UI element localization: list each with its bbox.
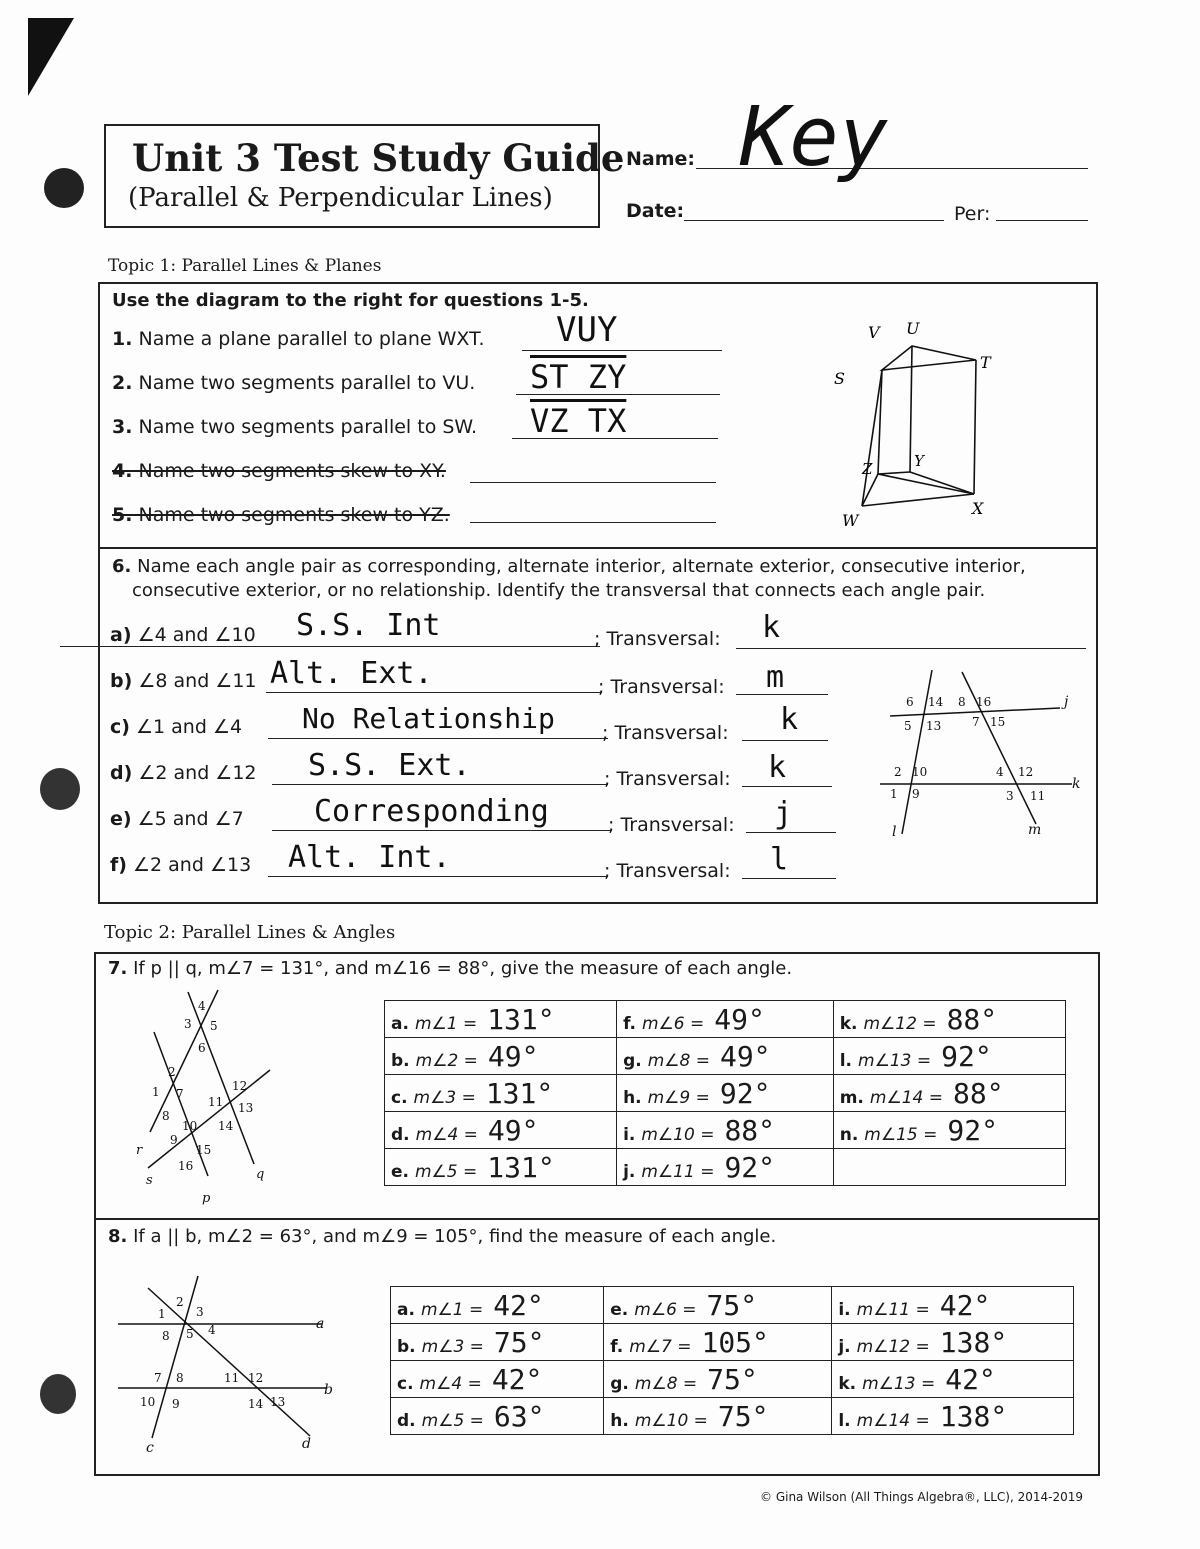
q6c-transversal-line[interactable] <box>742 740 828 741</box>
q8-diag-10: 10 <box>140 1395 156 1409</box>
q6f-transversal-line[interactable] <box>742 878 836 879</box>
answer-cell-label: e. <box>610 1299 629 1320</box>
binder-hole-top <box>44 168 84 208</box>
answer-cell-label: g. <box>610 1373 629 1394</box>
answer-row <box>385 1001 1066 1038</box>
q7-diag-16: 16 <box>178 1159 194 1173</box>
prism-label-u: U <box>906 319 920 338</box>
answer-cell-value: 92° <box>941 1039 992 1073</box>
q8-diag-4: 4 <box>208 1323 216 1337</box>
answer-cell[interactable] <box>833 1112 1065 1149</box>
q7-diag-line-p: p <box>202 1191 211 1206</box>
answer-cell-expression: m∠7 = <box>629 1336 692 1357</box>
q7-diag-15: 15 <box>196 1143 212 1157</box>
q8-diag-13: 13 <box>270 1395 286 1409</box>
answer-cell-value: 131° <box>487 1150 555 1184</box>
answer-cell-expression: m∠4 = <box>419 1373 482 1394</box>
q6d-answer: S.S. Ext. <box>308 748 471 783</box>
date-field[interactable] <box>684 220 944 221</box>
q6b-transversal-label: ; Transversal: <box>598 676 725 698</box>
answer-row <box>391 1398 1074 1435</box>
prism-label-v: V <box>868 323 880 342</box>
answer-cell[interactable] <box>833 1038 1065 1075</box>
q7-diag-12: 12 <box>232 1079 248 1093</box>
q6d-transversal-label: ; Transversal: <box>604 768 731 790</box>
answer-cell-value: 42° <box>945 1362 996 1396</box>
q7-answer-table <box>384 1000 1066 1186</box>
q8-diag-1: 1 <box>158 1307 166 1321</box>
q6-diag-line-l: l <box>892 824 897 840</box>
q6-diag-3: 3 <box>1006 789 1014 803</box>
answer-3: VZ TX <box>530 402 627 440</box>
answer-cell-expression: m∠10 = <box>634 1410 708 1431</box>
q6e-transversal: j <box>774 796 793 831</box>
date-label: Date: <box>626 200 685 222</box>
answer-cell-expression: m∠1 = <box>414 1013 478 1034</box>
answer-row <box>391 1361 1074 1398</box>
q6e-transversal-line[interactable] <box>746 832 836 833</box>
q6e-pair: e) ∠5 and ∠7 <box>110 808 244 830</box>
answer-cell[interactable] <box>385 1038 617 1075</box>
q8-diag-9: 9 <box>172 1397 180 1411</box>
q8-diag-line-c: c <box>146 1440 154 1456</box>
answer-cell[interactable] <box>832 1398 1074 1435</box>
answer-cell-value: 105° <box>701 1325 769 1359</box>
answer-cell-label: f. <box>610 1336 624 1357</box>
q7-diag-14: 14 <box>218 1119 234 1133</box>
answer-cell-expression: m∠14 = <box>869 1087 943 1108</box>
answer-cell[interactable] <box>385 1001 617 1038</box>
answer-cell[interactable] <box>833 1001 1065 1038</box>
question-1: 1. Name a plane parallel to plane WXT. <box>112 328 485 350</box>
q6f-transversal: l <box>770 842 789 877</box>
q6b-pair: b) ∠8 and ∠11 <box>110 670 257 692</box>
q6e-transversal-label: ; Transversal: <box>608 814 735 836</box>
answer-cell-value: 92° <box>947 1113 998 1147</box>
q6c-transversal-label: ; Transversal: <box>602 722 729 744</box>
q6c-answer: No Relationship <box>302 702 555 735</box>
answer-cell-label: l. <box>839 1050 853 1071</box>
answer-cell[interactable] <box>604 1361 832 1398</box>
q6e-answer: Corresponding <box>314 794 549 829</box>
q6-diag-12: 12 <box>1018 765 1034 779</box>
per-label: Per: <box>954 203 991 225</box>
answer-cell[interactable] <box>385 1112 617 1149</box>
answer-cell[interactable] <box>617 1149 834 1186</box>
prism-diagram <box>828 310 1028 530</box>
prism-label-x: X <box>972 499 984 518</box>
q6-diag-9: 9 <box>912 787 920 801</box>
answer-cell-value: 75° <box>717 1399 769 1433</box>
answer-cell-value: 75° <box>493 1325 545 1359</box>
answer-cell[interactable] <box>832 1324 1074 1361</box>
q6-diag-line-m: m <box>1028 822 1042 838</box>
answer-cell-value: 49° <box>714 1002 765 1036</box>
q7-diag-6: 6 <box>198 1041 206 1055</box>
q8-diag-7: 7 <box>154 1371 162 1385</box>
answer-cell-label: h. <box>623 1087 642 1108</box>
answer-cell-value: 138° <box>939 1399 1008 1433</box>
q8-diag-8: 8 <box>176 1371 184 1385</box>
q6a-answer: S.S. Int <box>296 608 441 643</box>
answer-cell-expression: m∠15 = <box>864 1124 938 1145</box>
answer-cell[interactable] <box>391 1361 604 1398</box>
answer-cell[interactable] <box>832 1287 1074 1324</box>
q7-diag-13: 13 <box>238 1101 254 1115</box>
answer-cell-label: h. <box>610 1410 629 1431</box>
name-label: Name: <box>626 148 696 170</box>
answer-cell-expression: m∠1 = <box>420 1299 484 1320</box>
q6-line1: 6. Name each angle pair as corresponding, alternate interior, alternate exterior, consecutive interior, <box>112 556 1026 577</box>
question-2: 2. Name two segments parallel to VU. <box>112 372 476 394</box>
q6a-transversal: k <box>762 610 781 645</box>
answer-cell-expression: m∠2 = <box>415 1050 478 1071</box>
answer-cell-label: j. <box>838 1336 851 1357</box>
answer-cell-label: a. <box>391 1013 409 1034</box>
q6-transversal-diagram <box>876 664 1086 844</box>
answer-cell-label: b. <box>391 1050 410 1071</box>
answer-cell[interactable] <box>385 1149 617 1186</box>
name-value: Key <box>740 90 889 185</box>
q6-diag-line-k: k <box>1072 776 1081 792</box>
prism-label-s: S <box>834 369 845 388</box>
q7-diag-3: 3 <box>184 1017 192 1031</box>
answer-row <box>385 1038 1066 1075</box>
answer-cell-value: 42° <box>491 1362 543 1396</box>
q6-diag-5: 5 <box>904 719 912 733</box>
q8-diag-line-a: a <box>316 1316 325 1332</box>
answer-cell[interactable] <box>617 1112 834 1149</box>
q6f-pair: f) ∠2 and ∠13 <box>110 854 252 876</box>
answer-cell-expression: m∠9 = <box>647 1087 710 1108</box>
q7-diag-8: 8 <box>162 1109 170 1123</box>
q6d-answer-line[interactable] <box>272 784 608 785</box>
topic2-divider <box>94 1218 1098 1220</box>
answer-cell-value: 131° <box>485 1076 554 1110</box>
answer-cell[interactable] <box>833 1149 1065 1186</box>
answer-cell-expression: m∠11 = <box>641 1161 715 1182</box>
q8-diagram <box>112 1270 342 1460</box>
answer-cell-value: 88° <box>946 1002 998 1036</box>
q6a-transversal-line[interactable] <box>736 648 1086 649</box>
q7-prompt: 7. If p || q, m∠7 = 131°, and m∠16 = 88°, give the measure of each angle. <box>108 958 793 979</box>
q6-diag-8: 8 <box>958 695 966 709</box>
answer-cell-expression: m∠11 = <box>856 1299 930 1320</box>
q6-diag-6: 6 <box>906 695 914 709</box>
answer-cell-expression: m∠3 = <box>421 1336 484 1357</box>
q7-diagram <box>128 988 288 1208</box>
q6-diag-16: 16 <box>976 695 992 709</box>
q6b-answer-line[interactable] <box>266 692 602 693</box>
answer-cell-expression: m∠13 = <box>858 1050 932 1071</box>
q6-diag-1: 1 <box>890 787 898 801</box>
answer-cell-label: k. <box>839 1013 858 1034</box>
answer-cell[interactable] <box>833 1075 1065 1112</box>
q8-diag-line-d: d <box>302 1436 311 1452</box>
answer-cell-value: 42° <box>493 1288 544 1322</box>
q8-diag-14: 14 <box>248 1397 264 1411</box>
answer-cell-value: 49° <box>487 1113 539 1147</box>
answer-cell[interactable] <box>617 1038 834 1075</box>
answer-cell-value: 42° <box>939 1288 991 1322</box>
q6a-answer-line[interactable] <box>60 646 600 647</box>
answer-cell[interactable] <box>832 1361 1074 1398</box>
q8-diag-3: 3 <box>196 1305 204 1319</box>
answer-cell-value: 92° <box>719 1076 771 1110</box>
answer-row <box>385 1112 1066 1149</box>
answer-line-4[interactable] <box>470 482 716 483</box>
binder-hole-bottom <box>40 1374 76 1414</box>
page-title: Unit 3 Test Study Guide <box>132 136 625 180</box>
answer-cell-value: 131° <box>487 1002 555 1036</box>
answer-cell-expression: m∠3 = <box>413 1087 476 1108</box>
binder-hole-middle <box>40 768 80 810</box>
answer-cell-value: 88° <box>724 1113 776 1147</box>
q8-answer-table <box>390 1286 1074 1435</box>
prism-label-y: Y <box>914 452 924 470</box>
answer-cell[interactable] <box>385 1075 617 1112</box>
q6c-answer-line[interactable] <box>268 738 608 739</box>
answer-cell-label: f. <box>623 1013 636 1034</box>
answer-cell-expression: m∠13 = <box>862 1373 936 1394</box>
q7-diag-line-r: r <box>136 1143 143 1158</box>
q6-diag-line-j: j <box>1064 694 1069 710</box>
answer-cell[interactable] <box>604 1287 832 1324</box>
answer-cell-label: e. <box>391 1161 409 1182</box>
q8-diag-8a: 8 <box>162 1329 170 1343</box>
answer-cell-value: 75° <box>707 1362 758 1396</box>
answer-row <box>385 1149 1066 1186</box>
q6a-transversal-label: ; Transversal: <box>594 628 721 650</box>
answer-cell[interactable] <box>617 1001 834 1038</box>
q7-diag-4: 4 <box>198 999 206 1013</box>
q7-diag-7: 7 <box>176 1087 184 1101</box>
answer-cell-expression: m∠5 = <box>421 1410 484 1431</box>
answer-cell-expression: m∠5 = <box>415 1161 478 1182</box>
answer-cell-value: 92° <box>724 1150 776 1184</box>
q7-diag-line-s: s <box>146 1173 153 1188</box>
answer-cell-expression: m∠4 = <box>415 1124 478 1145</box>
answer-cell-value: 49° <box>719 1039 771 1073</box>
question-4: 4. Name two segments skew to XY. <box>112 460 446 482</box>
prism-label-z: Z <box>862 460 873 478</box>
q6d-pair: d) ∠2 and ∠12 <box>110 762 257 784</box>
answer-cell-value: 138° <box>939 1325 1008 1359</box>
q8-diag-5: 5 <box>186 1327 194 1341</box>
answer-1: VUY <box>556 310 618 350</box>
answer-row <box>391 1324 1074 1361</box>
answer-cell-expression: m∠10 = <box>641 1124 715 1145</box>
question-3: 3. Name two segments parallel to SW. <box>112 416 478 438</box>
prism-label-t: T <box>980 353 991 372</box>
q6-diag-2: 2 <box>894 765 902 779</box>
answer-cell[interactable] <box>604 1398 832 1435</box>
q7-diag-5: 5 <box>210 1019 218 1033</box>
answer-line-1[interactable] <box>522 350 722 351</box>
q7-diag-11: 11 <box>208 1095 224 1109</box>
answer-cell-value: 75° <box>706 1288 758 1322</box>
answer-cell-value: 63° <box>493 1399 545 1433</box>
q6d-transversal-line[interactable] <box>742 786 832 787</box>
q6-diag-7: 7 <box>972 715 980 729</box>
answer-cell-label: m. <box>839 1087 864 1108</box>
answer-cell-label: k. <box>838 1373 857 1394</box>
answer-cell-label: c. <box>397 1373 414 1394</box>
topic1-instruction: Use the diagram to the right for questions 1-5. <box>112 290 589 311</box>
q6d-transversal: k <box>768 750 787 785</box>
answer-cell-expression: m∠12 = <box>863 1013 937 1034</box>
answer-cell-expression: m∠14 = <box>856 1410 930 1431</box>
q8-diag-11: 11 <box>224 1371 240 1385</box>
answer-cell-expression: m∠6 = <box>634 1299 697 1320</box>
topic1-heading: Topic 1: Parallel Lines & Planes <box>108 256 382 276</box>
q7-diag-9: 9 <box>170 1133 178 1147</box>
q6-diag-11: 11 <box>1030 789 1046 803</box>
answer-cell-label: g. <box>623 1050 642 1071</box>
period-field[interactable] <box>996 220 1088 221</box>
answer-cell-label: i. <box>623 1124 636 1145</box>
q8-diag-2: 2 <box>176 1295 184 1309</box>
q6e-answer-line[interactable] <box>272 830 612 831</box>
q7-diag-2: 2 <box>168 1065 176 1079</box>
answer-cell-label: c. <box>391 1087 408 1108</box>
q6f-answer: Alt. Int. <box>288 840 451 875</box>
answer-cell[interactable] <box>604 1324 832 1361</box>
topic2-heading: Topic 2: Parallel Lines & Angles <box>104 922 396 943</box>
q8-prompt: 8. If a || b, m∠2 = 63°, and m∠9 = 105°, find the measure of each angle. <box>108 1226 777 1247</box>
answer-line-5[interactable] <box>470 522 716 523</box>
q6-line2: consecutive exterior, or no relationship. Identify the transversal that connects each angle pair. <box>132 580 986 601</box>
q6-diag-15: 15 <box>990 715 1006 729</box>
q6c-transversal: k <box>780 702 799 737</box>
q6-diag-4: 4 <box>996 765 1004 779</box>
q7-diag-1: 1 <box>152 1085 160 1099</box>
copyright: © Gina Wilson (All Things Algebra®, LLC), 2014-2019 <box>760 1490 1083 1504</box>
q6b-answer: Alt. Ext. <box>270 656 433 691</box>
q6a-pair: a) ∠4 and ∠10 <box>110 624 256 646</box>
answer-cell[interactable] <box>391 1398 604 1435</box>
answer-cell-label: b. <box>397 1336 416 1357</box>
answer-cell-label: j. <box>623 1161 636 1182</box>
q6b-transversal: m <box>766 660 785 695</box>
answer-cell[interactable] <box>617 1075 834 1112</box>
answer-cell-label: l. <box>838 1410 851 1431</box>
q6c-pair: c) ∠1 and ∠4 <box>110 716 243 738</box>
q7-diag-line-q: q <box>256 1167 265 1182</box>
answer-cell[interactable] <box>391 1324 604 1361</box>
q8-diag-12: 12 <box>248 1371 264 1385</box>
answer-cell-expression: m∠8 = <box>634 1373 698 1394</box>
answer-cell-label: n. <box>839 1124 859 1145</box>
question-5: 5. Name two segments skew to YZ. <box>112 504 450 526</box>
q6f-answer-line[interactable] <box>268 876 608 877</box>
q8-diag-line-b: b <box>324 1382 333 1398</box>
answer-cell-expression: m∠6 = <box>642 1013 705 1034</box>
prism-label-w: W <box>842 511 859 530</box>
answer-cell-value: 88° <box>952 1076 1004 1110</box>
q6-diag-14: 14 <box>928 695 944 709</box>
q7-diag-10: 10 <box>182 1119 198 1133</box>
answer-cell-expression: m∠8 = <box>647 1050 710 1071</box>
answer-cell-label: a. <box>397 1299 415 1320</box>
q6f-transversal-label: ; Transversal: <box>604 860 731 882</box>
page-subtitle: (Parallel & Perpendicular Lines) <box>128 183 553 213</box>
answer-cell[interactable] <box>391 1287 604 1324</box>
answer-cell-value: 49° <box>487 1039 539 1073</box>
answer-cell-expression: m∠12 = <box>856 1336 930 1357</box>
answer-2: ST ZY <box>530 358 627 396</box>
answer-cell-label: d. <box>391 1124 410 1145</box>
answer-row <box>385 1075 1066 1112</box>
q6-diag-13: 13 <box>926 719 942 733</box>
answer-cell-label: i. <box>838 1299 851 1320</box>
topic1-divider <box>98 547 1096 549</box>
corner-mark <box>28 18 88 98</box>
answer-cell-label: d. <box>397 1410 416 1431</box>
answer-row <box>391 1287 1074 1324</box>
q6-diag-10: 10 <box>912 765 928 779</box>
